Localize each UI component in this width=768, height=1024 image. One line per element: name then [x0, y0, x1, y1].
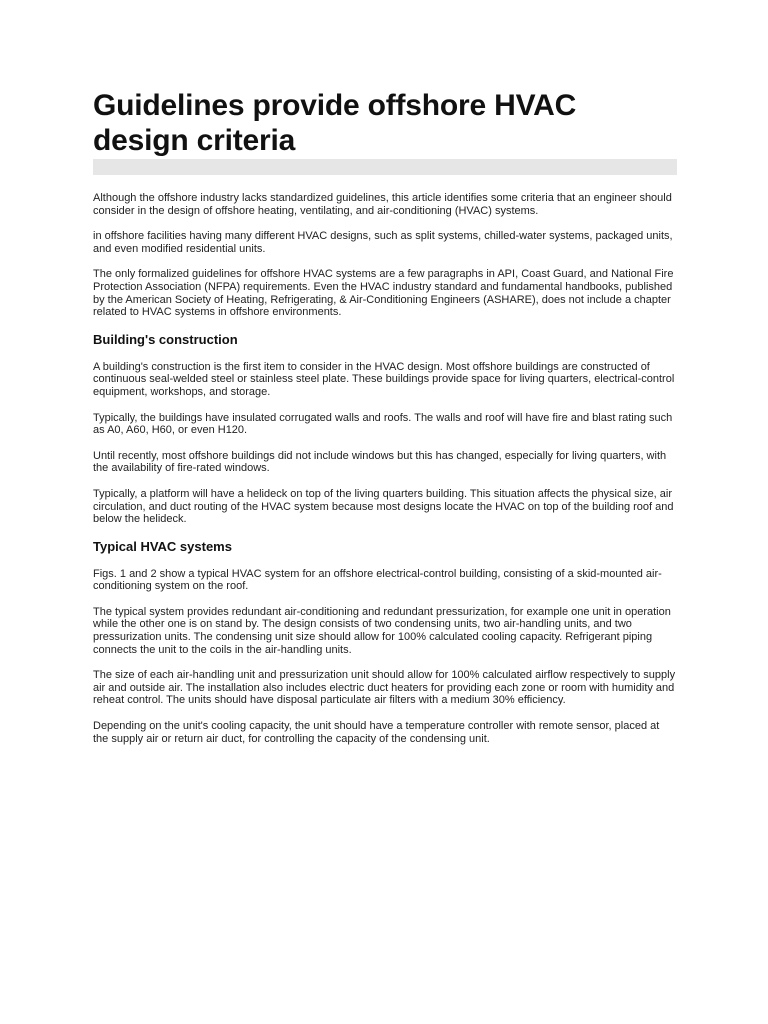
section-paragraph: The size of each air-handling unit and pressurization unit should allow for 100% calculated airflow respectively to supply air and outside air. The installation also includes electric duct heaters for providing each zone or room with humidity and reheat control. The units should have disposal particulate air filters with a medium 30% efficiency.: [93, 669, 676, 707]
section-paragraph: Depending on the unit's cooling capacity, the unit should have a temperature controller with remote sensor, placed at the supply air or return air duct, for controlling the capacity of the condensing unit.: [93, 720, 660, 745]
section-paragraph: Until recently, most offshore buildings did not include windows but this has changed, especially for living quarters, with the availability of fire-rated windows.: [93, 449, 667, 475]
intro-paragraph: The only formalized guidelines for offshore HVAC systems are a few paragraphs in API, Coast Guard, and National Fire Protection Association (NFPA) requirements. Even the HVAC industry standard and fundamental handbooks, published by the American Society of Heating, Refrigerating, & Air-Conditioning Engineers (ASHARE), does not include a chapter related to HVAC systems in offshore environments.: [93, 268, 674, 319]
article: [93, 88, 677, 758]
page-title: Guidelines provide offshore HVAC design criteria: [93, 89, 577, 157]
intro-paragraph: Although the offshore industry lacks standardized guidelines, this article identifies some criteria that an engineer should consider in the design of offshore heating, ventilating, and air-conditioning (HVAC) systems.: [93, 192, 672, 217]
section-heading-typical-hvac-systems: Typical HVAC systems: [93, 538, 232, 554]
section-heading-buildings-construction: Building's construction: [93, 331, 238, 347]
title-divider-bar: [93, 159, 677, 175]
section-paragraph: Figs. 1 and 2 show a typical HVAC system for an offshore electrical-control building, consisting of a skid-mounted air-conditioning system on the roof.: [93, 567, 662, 593]
section-paragraph: The typical system provides redundant air-conditioning and redundant pressurization, for example one unit in operation while the other one is on stand by. The design consists of two condensing units, two air-handling units, and two pressurization units. The condensing unit size should allow for 100% calculated cooling capacity. Refrigerant piping connects the unit to the coils in the air-handling units.: [93, 605, 671, 656]
intro-paragraph: in offshore facilities having many different HVAC designs, such as split systems, chilled-water systems, packaged units, and even modified residential units.: [93, 230, 673, 255]
section-paragraph: Typically, the buildings have insulated corrugated walls and roofs. The walls and roof will have fire and blast rating such as A0, A60, H60, or even H120.: [93, 411, 673, 437]
section-paragraph: Typically, a platform will have a helideck on top of the living quarters building. This situation affects the physical size, air circulation, and duct routing of the HVAC system because most designs locate the HVAC on top of the building roof and below the helideck.: [93, 487, 674, 526]
section-paragraph: A building's construction is the first item to consider in the HVAC design. Most offshore buildings are constructed of continuous seal-welded steel or stainless steel plate. These buildings provide space for living quarters, electrical-control equipment, workshops, and storage.: [93, 360, 675, 398]
